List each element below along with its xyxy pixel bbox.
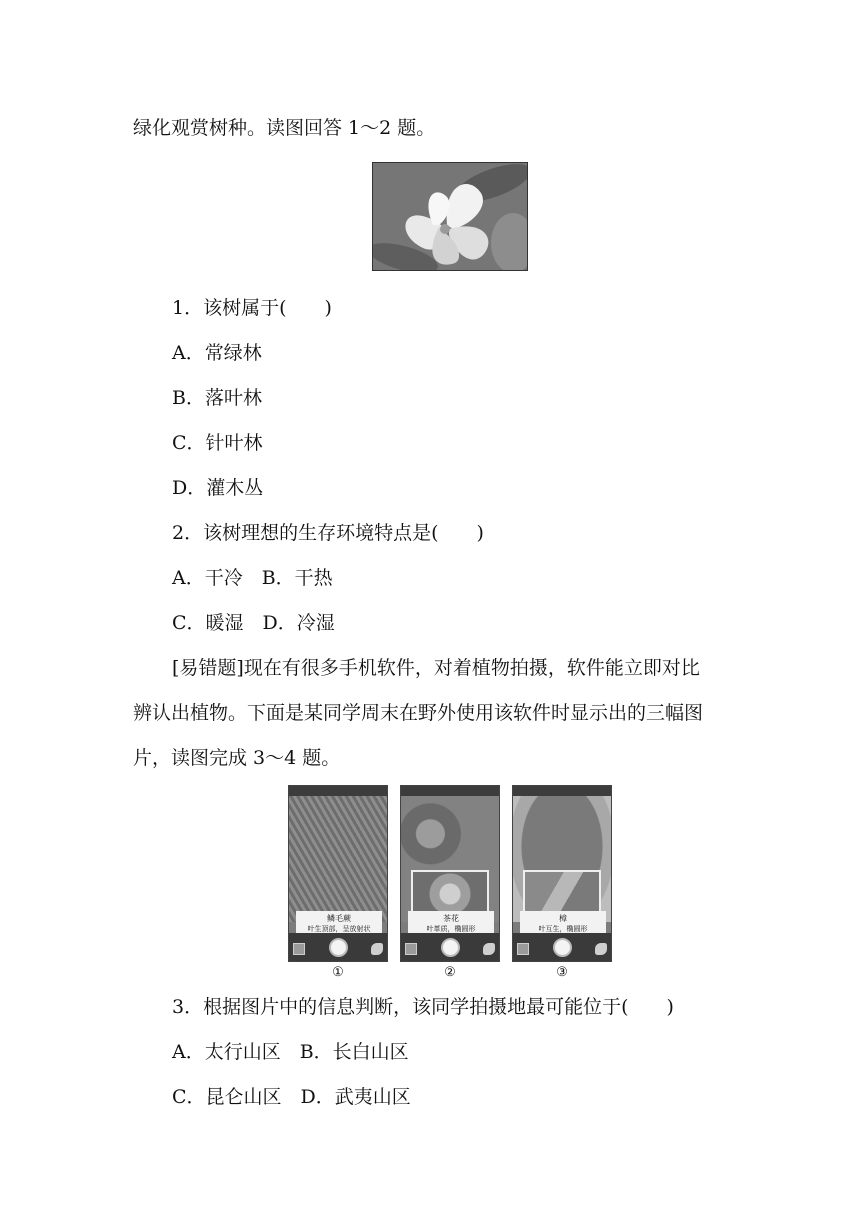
- magnolia-flower-icon: [373, 163, 528, 271]
- plant-description: 叶生顶部，呈放射状: [307, 925, 371, 933]
- question-1-option-b: B．落叶林: [172, 387, 262, 409]
- question-3-options-ab: A．太行山区 B．长白山区: [172, 1041, 409, 1063]
- flower-icon[interactable]: [483, 943, 495, 955]
- question-1-option-a: A．常绿林: [172, 342, 262, 364]
- phone-status-bar: [513, 786, 611, 796]
- gallery-icon[interactable]: [405, 943, 417, 955]
- question-3-stem: 3．根据图片中的信息判断，该同学拍摄地最可能位于( ): [172, 996, 674, 1018]
- camellia-inset-photo: [411, 870, 489, 914]
- intro-line: 绿化观赏树种。读图回答 1～2 题。: [133, 117, 436, 139]
- question-2-options-ab: A．干冷 B．干热: [172, 567, 333, 589]
- phone-screenshot-2: [400, 785, 500, 962]
- phone-status-bar: [401, 786, 499, 796]
- camphor-leaf-inset-photo: [523, 870, 601, 914]
- figure-caption-3: ③: [556, 965, 568, 980]
- question-1-option-c: C．针叶林: [172, 432, 263, 454]
- shutter-button[interactable]: [553, 938, 572, 957]
- fern-photo: [289, 796, 387, 922]
- plant-name: 樟: [559, 914, 567, 923]
- question-1-stem: 1．该树属于( ): [172, 297, 332, 319]
- shutter-button[interactable]: [329, 938, 348, 957]
- flower-icon[interactable]: [371, 943, 383, 955]
- question-2-stem: 2．该树理想的生存环境特点是( ): [172, 522, 484, 544]
- figure-caption-2: ②: [444, 965, 456, 980]
- plant-description: 叶互生，椭圆形: [538, 925, 588, 933]
- passage-line-1: [易错题]现在有很多手机软件，对着植物拍摄，软件能立即对比: [172, 657, 700, 679]
- magnolia-flower-photo: [372, 162, 528, 271]
- phone-screenshot-1: [288, 785, 388, 962]
- camera-control-bar: [289, 933, 387, 961]
- plant-name: 茶花: [443, 914, 459, 923]
- plant-description: 叶革质，椭圆形: [426, 925, 476, 933]
- figure-caption-1: ①: [332, 965, 344, 980]
- question-2-options-cd: C．暖湿 D．冷湿: [172, 612, 335, 634]
- gallery-icon[interactable]: [517, 943, 529, 955]
- gallery-icon[interactable]: [293, 943, 305, 955]
- camera-control-bar: [401, 933, 499, 961]
- passage-line-3: 片，读图完成 3～4 题。: [133, 747, 341, 769]
- phone-status-bar: [289, 786, 387, 796]
- question-1-option-d: D．灌木丛: [172, 477, 264, 499]
- camera-control-bar: [513, 933, 611, 961]
- plant-name: 鳞毛蕨: [327, 914, 351, 923]
- flower-icon[interactable]: [595, 943, 607, 955]
- phone-screenshot-3: [512, 785, 612, 962]
- passage-line-2: 辨认出植物。下面是某同学周末在野外使用该软件时显示出的三幅图: [133, 702, 704, 724]
- shutter-button[interactable]: [441, 938, 460, 957]
- question-3-options-cd: C．昆仑山区 D．武夷山区: [172, 1086, 411, 1108]
